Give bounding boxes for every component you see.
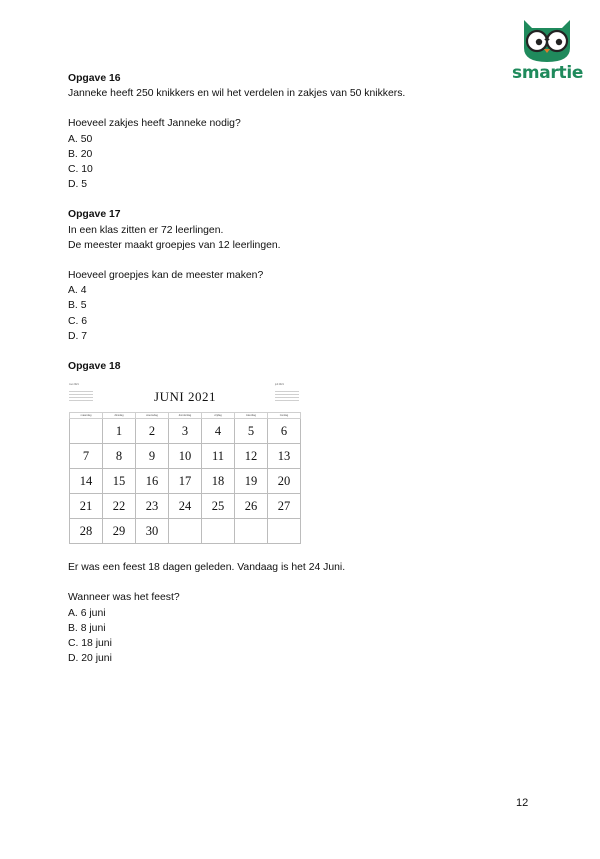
question-18-option-a: A. 6 juni (68, 607, 106, 619)
calendar-day (268, 519, 301, 544)
question-16-option-c: C. 10 (68, 164, 93, 176)
logo-wordmark: smartie (512, 63, 584, 83)
calendar-day: 26 (235, 494, 268, 519)
calendar-day: 14 (70, 469, 103, 494)
question-17-prompt: Hoeveel groepjes kan de meester maken? (68, 270, 264, 282)
mini-calendar-previous: mei 2021 (69, 384, 93, 404)
calendar-day: 21 (70, 494, 103, 519)
question-18-option-d: D. 20 juni (68, 653, 112, 665)
calendar-week-5 (70, 519, 301, 544)
weekday-header: donderdag (169, 413, 202, 419)
question-17-text-2: De meester maakt groepjes van 12 leerlingen. (68, 239, 281, 251)
weekday-header: dinsdag (103, 413, 136, 419)
weekday-header: maandag (70, 413, 103, 419)
question-18-prompt: Wanneer was het feest? (68, 592, 180, 604)
question-16-option-a: A. 50 (68, 133, 93, 145)
mini-calendar-next: juli 2021 (275, 384, 299, 404)
calendar-day: 20 (268, 469, 301, 494)
owl-with-glasses-icon (512, 14, 582, 64)
calendar-day: 30 (136, 519, 169, 544)
calendar-day: 11 (202, 444, 235, 469)
calendar-day: 10 (169, 444, 202, 469)
calendar-day: 1 (103, 419, 136, 444)
calendar-day: 3 (169, 419, 202, 444)
calendar-day: 29 (103, 519, 136, 544)
calendar-day: 12 (235, 444, 268, 469)
weekday-header: vrijdag (202, 413, 235, 419)
weekday-header: zaterdag (235, 413, 268, 419)
question-16-heading: Opgave 16 (68, 73, 121, 84)
question-18-heading: Opgave 18 (68, 361, 121, 373)
june-calendar (69, 382, 301, 543)
calendar-title: JUNI 2021 (154, 389, 216, 405)
calendar-day: 23 (136, 494, 169, 519)
calendar-day: 27 (268, 494, 301, 519)
question-18-option-b: B. 8 juni (68, 622, 106, 634)
calendar-day: 13 (268, 444, 301, 469)
question-17-option-d: D. 7 (68, 330, 88, 342)
calendar-day: 16 (136, 469, 169, 494)
question-16-option-d: D. 5 (68, 179, 88, 191)
calendar-day: 6 (268, 419, 301, 444)
calendar-day: 18 (202, 469, 235, 494)
calendar-day (235, 519, 268, 544)
question-16-prompt: Hoeveel zakjes heeft Janneke nodig? (68, 118, 241, 130)
question-18-option-c: C. 18 juni (68, 638, 112, 650)
question-17-text-1: In een klas zitten er 72 leerlingen. (68, 224, 224, 236)
question-16-text: Janneke heeft 250 knikkers en wil het verdelen in zakjes van 50 knikkers. (68, 88, 406, 100)
calendar-day: 24 (169, 494, 202, 519)
calendar-day: 5 (235, 419, 268, 444)
question-17-option-b: B. 5 (68, 300, 87, 312)
calendar-day (70, 419, 103, 444)
worksheet-content (68, 71, 538, 666)
calendar-day: 4 (202, 419, 235, 444)
calendar-day: 7 (70, 444, 103, 469)
calendar-day: 19 (235, 469, 268, 494)
calendar-day: 9 (136, 444, 169, 469)
question-17-option-c: C. 6 (68, 315, 88, 327)
calendar-day (202, 519, 235, 544)
calendar-day: 25 (202, 494, 235, 519)
question-17-heading: Opgave 17 (68, 209, 121, 221)
calendar-week-1 (70, 419, 301, 444)
calendar-day: 15 (103, 469, 136, 494)
page-number: 12 (516, 797, 529, 809)
calendar-day (169, 519, 202, 544)
calendar-day: 17 (169, 469, 202, 494)
calendar-week-2 (70, 444, 301, 469)
question-16-option-b: B. 20 (68, 148, 93, 160)
question-17-option-a: A. 4 (68, 285, 87, 297)
weekday-header: woensdag (136, 413, 169, 419)
calendar-day: 28 (70, 519, 103, 544)
calendar-week-4 (70, 494, 301, 519)
question-18-text: Er was een feest 18 dagen geleden. Vandaag is het 24 Juni. (68, 562, 346, 574)
weekday-header: zondag (268, 413, 301, 419)
calendar-day: 22 (103, 494, 136, 519)
calendar-grid (69, 412, 301, 544)
calendar-day: 8 (103, 444, 136, 469)
calendar-week-3 (70, 469, 301, 494)
calendar-day: 2 (136, 419, 169, 444)
